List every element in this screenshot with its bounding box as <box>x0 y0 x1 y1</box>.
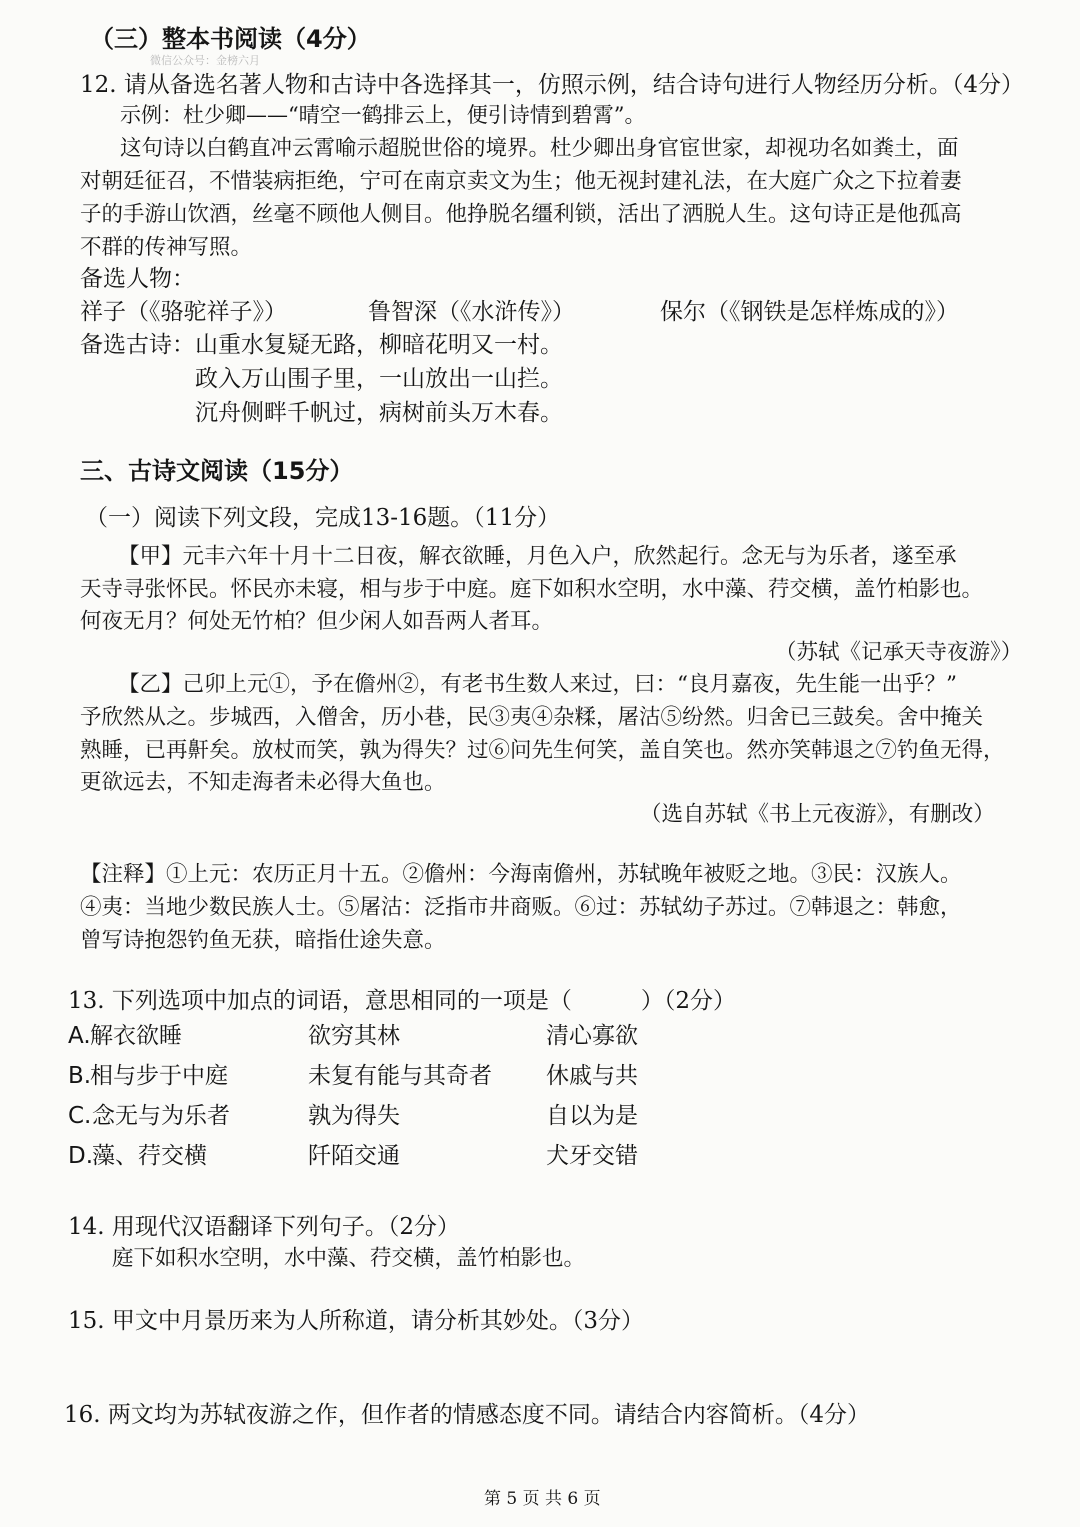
page-footer: 第 5 页 共 6 页 <box>484 1489 601 1509</box>
poems-label: 备选古诗： <box>80 332 195 358</box>
character-option: 鲁智深（《水浒传》） <box>368 299 575 325</box>
q13-option-letter: A. <box>68 1023 91 1049</box>
section-3-heading: （三）整本书阅读（4分） <box>90 25 371 53</box>
q14-stem: 14. 用现代汉语翻译下列句子。（2分） <box>68 1214 461 1240</box>
q13-option-item: 孰为得失 <box>308 1103 400 1129</box>
passage-jia-line: 何夜无月？何处无竹柏？但少闲人如吾两人者耳。 <box>80 609 554 634</box>
q13-option-item: 解衣欲睡 <box>90 1023 182 1049</box>
passage-yi-line: 熟睡，已再鼾矣。放杖而笑，孰为得失？过⑥问先生何笑，盖自笑也。然亦笑韩退之⑦钓鱼无得， <box>80 738 1005 763</box>
q13-option-item: 相与步于中庭 <box>90 1063 228 1089</box>
passage-yi-line: 更欲远去，不知走海者未必得大鱼也。 <box>80 770 446 795</box>
q13-option-letter: C. <box>68 1103 92 1129</box>
q13-option-item: 自以为是 <box>546 1103 638 1129</box>
q13-option-item: 念无与为乐者 <box>92 1103 230 1129</box>
q12-analysis-line: 对朝廷征召，不惜装病拒绝，宁可在南京卖文为生；他无视封建礼法，在大庭广众之下拉着妻 <box>80 169 962 194</box>
q12-analysis-line: 不群的传神写照。 <box>80 235 253 260</box>
q13-option-letter: D. <box>68 1143 94 1169</box>
q13-option-item: 藻、荇交横 <box>92 1143 207 1169</box>
q13-option-item: 未复有能与其奇者 <box>308 1063 492 1089</box>
subsection-heading: （一）阅读下列文段，完成13-16题。（11分） <box>85 505 561 531</box>
q13-option-letter: B. <box>68 1063 92 1089</box>
poem-option: 政入万山围子里，一山放出一山拦。 <box>195 366 563 392</box>
q14-sentence: 庭下如积水空明，水中藻、荇交横，盖竹柏影也。 <box>112 1246 586 1271</box>
q12-example: 示例：杜少卿——“晴空一鹤排云上，便引诗情到碧霄”。 <box>120 103 646 127</box>
q13-option-item: 阡陌交通 <box>308 1143 400 1169</box>
q15-stem: 15. 甲文中月景历来为人所称道，请分析其妙处。（3分） <box>68 1308 645 1334</box>
notes-line: 【注释】①上元：农历正月十五。②儋州：今海南儋州，苏轼晚年被贬之地。③民：汉族人。 <box>80 862 962 887</box>
poem-option: 沉舟侧畔千帆过，病树前头万木春。 <box>195 400 563 426</box>
passage-yi-source: （选自苏轼《书上元夜游》，有删改） <box>640 802 995 827</box>
character-option: 祥子（《骆驼祥子》） <box>80 299 287 325</box>
notes-line: ④夷：当地少数民族人士。⑤屠沽：泛指市井商贩。⑥过：苏轼幼子苏过。⑦韩退之：韩愈， <box>80 895 962 920</box>
watermark: 微信公众号：金榜六月 <box>150 54 260 67</box>
q12-analysis-line: 子的手游山饮酒，丝毫不顾他人侧目。他挣脱名缰利锁，活出了洒脱人生。这句诗正是他孤高 <box>80 202 962 227</box>
poem-option: 山重水复疑无路，柳暗花明又一村。 <box>195 332 563 358</box>
q16-stem: 16. 两文均为苏轼夜游之作，但作者的情感态度不同。请结合内容简析。（4分） <box>64 1402 871 1428</box>
character-option: 保尔（《钢铁是怎样炼成的》） <box>660 299 959 325</box>
notes-line: 曾写诗抱怨钓鱼无获，暗指仕途失意。 <box>80 928 446 953</box>
q12-stem: 12. 请从备选名著人物和古诗中各选择其一，仿照示例，结合诗句进行人物经历分析。（4分） <box>80 72 1025 98</box>
passage-jia-line: 【甲】元丰六年十月十二日夜，解衣欲睡，月色入户，欣然起行。念无与为乐者，遂至承 <box>118 544 957 569</box>
part-3-heading: 三、古诗文阅读（15分） <box>80 457 354 485</box>
passage-yi-line: 予欣然从之。步城西，入僧舍，历小巷，民③夷④杂糅，屠沽⑤纷然。归舍已三鼓矣。舍中掩关 <box>80 705 984 730</box>
q13-option-item: 犬牙交错 <box>546 1143 638 1169</box>
q13-option-item: 清心寡欲 <box>546 1023 638 1049</box>
passage-yi-line: 【乙】己卯上元①，予在儋州②，有老书生数人来过，曰：“良月嘉夜，先生能一出乎？” <box>118 672 957 697</box>
characters-label: 备选人物： <box>80 266 195 292</box>
passage-jia-source: （苏轼《记承天寺夜游》） <box>775 640 1023 665</box>
q12-analysis-line: 这句诗以白鹤直冲云霄喻示超脱世俗的境界。杜少卿出身官宦世家，却视功名如粪土，面 <box>120 136 959 161</box>
passage-jia-line: 天寺寻张怀民。怀民亦未寝，相与步于中庭。庭下如积水空明，水中藻、荇交横，盖竹柏影也。 <box>80 577 984 602</box>
q13-option-item: 欲穷其林 <box>308 1023 400 1049</box>
q13-stem: 13. 下列选项中加点的词语，意思相同的一项是（ ）（2分） <box>68 988 737 1014</box>
q13-option-item: 休戚与共 <box>546 1063 638 1089</box>
